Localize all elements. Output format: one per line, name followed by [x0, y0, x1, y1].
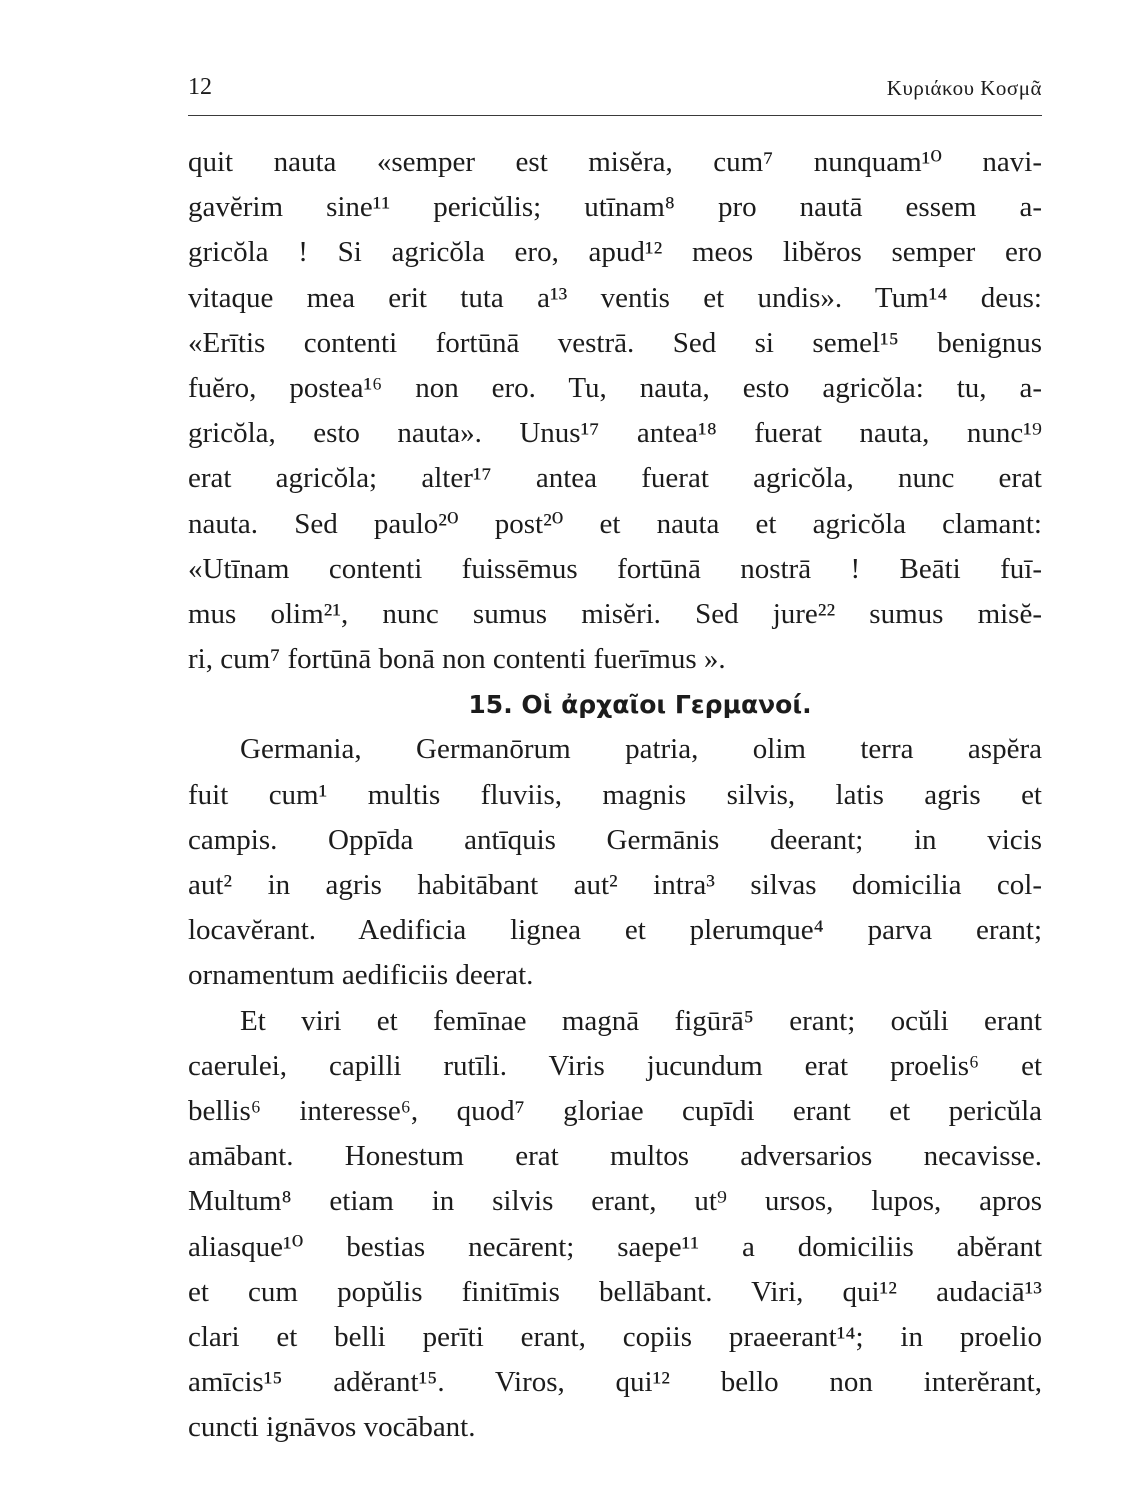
text-line: erat agricŏla; alter¹⁷ antea fuerat agricŏla, nunc erat: [188, 462, 1042, 495]
text-line: nauta. Sed paulo²⁰ post²⁰ et nauta et agricŏla clamant:: [188, 507, 1042, 540]
text-line: cuncti ignāvos vocābant.: [188, 1411, 476, 1444]
text-line: Et viri et femīnae magnā figūrā⁵ erant; ocŭli erant: [240, 1004, 1042, 1037]
text-line: gavĕrim sine¹¹ pericŭlis; utīnam⁸ pro nautā essem a-: [188, 191, 1042, 224]
page-number: 12: [188, 74, 212, 100]
body-text: [188, 140, 1042, 1450]
text-line: aliasque¹⁰ bestias necārent; saepe¹¹ a domiciliis abĕrant: [188, 1230, 1042, 1263]
text-line: et cum popŭlis finitīmis bellābant. Viri, qui¹² audaciā¹³: [188, 1275, 1042, 1308]
text-line: ornamentum aedificiis deerat.: [188, 959, 534, 992]
text-line: Multum⁸ etiam in silvis erant, ut⁹ ursos, lupos, apros: [188, 1185, 1042, 1218]
text-line: quit nauta «semper est misĕra, cum⁷ nunquam¹⁰ navi-: [188, 146, 1042, 178]
text-line: aut² in agris habitābant aut² intra³ silvas domicilia col-: [188, 869, 1042, 901]
text-line: fuĕro, postea¹⁶ non ero. Tu, nauta, esto agricŏla: tu, a-: [188, 371, 1042, 404]
text-line: gricŏla, esto nauta». Unus¹⁷ antea¹⁸ fuerat nauta, nunc¹⁹: [188, 417, 1042, 450]
text-line: ri, cum⁷ fortūnā bonā non contenti fuerīmus ».: [188, 643, 726, 676]
text-line: mus olim²¹, nunc sumus misĕri. Sed jure²² sumus misĕ-: [188, 597, 1042, 630]
header-rule: [188, 115, 1042, 116]
text-line: amābant. Honestum erat multos adversarios necavisse.: [188, 1140, 1042, 1173]
text-line: vitaque mea erit tuta a¹³ ventis et undis». Tum¹⁴ deus:: [188, 281, 1042, 314]
text-line: caerulei, capilli rutīli. Viris jucundum erat proelis⁶ et: [188, 1049, 1042, 1082]
text-line: campis. Oppīda antīquis Germānis deerant; in vicis: [188, 823, 1042, 856]
text-line: «Utīnam contenti fuissēmus fortūnā nostrā ! Beāti fuī-: [188, 552, 1042, 585]
section-heading: 15. Οἱ ἀρχαῖοι Γερμανοί.: [468, 690, 812, 720]
text-line: gricŏla ! Si agricŏla ero, apud¹² meos libĕros semper ero: [188, 236, 1042, 269]
text-line: «Erītis contenti fortūnā vestrā. Sed si semel¹⁵ benignus: [188, 326, 1042, 359]
text-line: fuit cum¹ multis fluviis, magnis silvis, latis agris et: [188, 778, 1042, 811]
text-line: locavĕrant. Aedificia lignea et plerumque⁴ parva erant;: [188, 914, 1042, 947]
text-line: Germania, Germanōrum patria, olim terra aspĕra: [240, 733, 1042, 766]
page-header: [188, 74, 1042, 104]
text-line: clari et belli perīti erant, copiis praeerant¹⁴; in proelio: [188, 1320, 1042, 1353]
text-line: amīcis¹⁵ adĕrant¹⁵. Viros, qui¹² bello non interĕrant,: [188, 1366, 1042, 1399]
text-line: bellis⁶ interesse⁶, quod⁷ gloriae cupīdi erant et pericŭla: [188, 1094, 1042, 1127]
running-head: Κυριάκου Κοσμᾶ: [886, 76, 1042, 100]
